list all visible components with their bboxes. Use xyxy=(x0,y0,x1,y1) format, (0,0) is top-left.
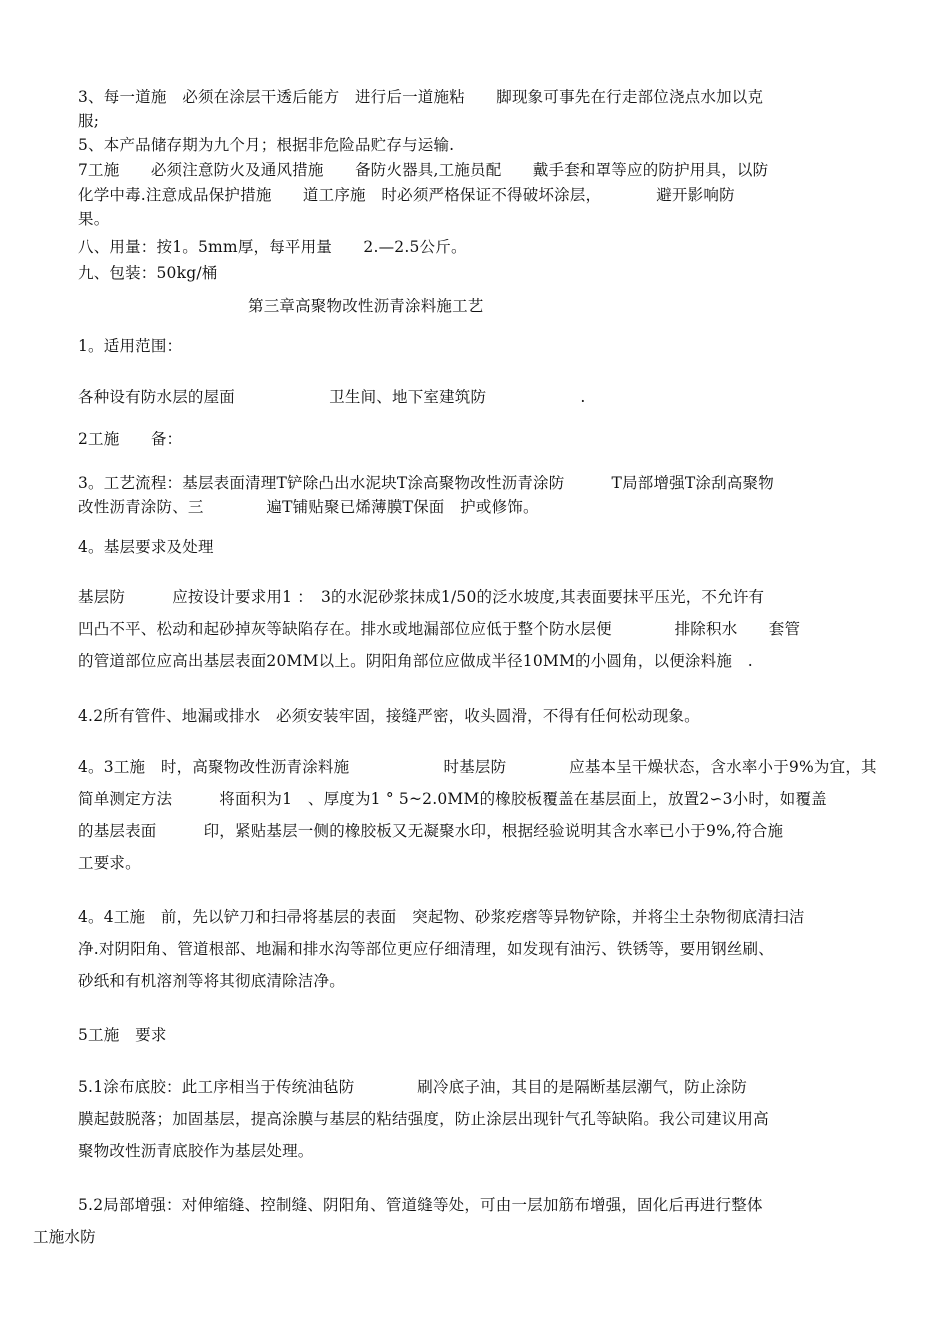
text-line: 聚物改性沥青底胶作为基层处理。 xyxy=(78,1142,314,1160)
text-line: 砂纸和有机溶剂等将其彻底清除洁净。 xyxy=(78,972,345,990)
text-line: 果。 xyxy=(78,210,110,228)
text-line: 2工施 备： xyxy=(78,430,183,448)
text-line: 服; xyxy=(78,112,100,130)
text-line: 4。基层要求及处理 xyxy=(78,538,214,556)
text-line: 净.对阴阳角、管道根部、地漏和排水沟等部位更应仔细清理，如发现有油污、铁锈等，要用钢丝刷、 xyxy=(78,940,774,958)
text-line: 简单测定方法 将面积为1 、厚度为1 ° 5~2.0MM的橡胶板覆盖在基层面上，放置2∽3小时，如覆盖 xyxy=(78,790,827,808)
text-line: 凹凸不平、松动和起砂掉灰等缺陷存在。排水或地漏部位应低于整个防水层便 排除积水 套管 xyxy=(78,620,801,638)
text-line: 3。工艺流程：基层表面清理T铲除凸出水泥块T涂高聚物改性沥青涂防 T局部增强T涂刮高聚物 xyxy=(78,474,774,492)
text-line: 化学中毒.注意成品保护措施 道工序施 时必须严格保证不得破坏涂层， 避开影响防 xyxy=(78,186,735,204)
text-line: 工施水防 xyxy=(33,1228,96,1246)
text-line: 改性沥青涂防、三 遍T铺贴聚已烯薄膜T保面 护或修饰。 xyxy=(78,498,539,516)
text-line: 7工施 必须注意防火及通风措施 备防火器具,工施员配 戴手套和罩等应的防护用具，以防 xyxy=(78,161,769,179)
text-line: 4。4工施 前，先以铲刀和扫帚将基层的表面 突起物、砂浆疙瘩等异物铲除，并将尘土杂物彻底清扫洁 xyxy=(78,908,805,926)
text-line: 5.1涂布底胶：此工序相当于传统油毡防 刷冷底子油，其目的是隔断基层潮气，防止涂防 xyxy=(78,1078,747,1096)
text-line: 的基层表面 印，紧贴基层一侧的橡胶板又无凝聚水印，根据经验说明其含水率已小于9%,符合施 xyxy=(78,822,784,840)
text-line: 5.2局部增强：对伸缩缝、控制缝、阴阳角、管道缝等处，可由一层加筋布增强，固化后再进行整体 xyxy=(78,1196,763,1214)
text-line: 1。适用范围： xyxy=(78,337,183,355)
text-line: 基层防 应按设计要求用1 ： 3的水泥砂浆抹成1/50的泛水坡度,其表面要抹平压光，不允许有 xyxy=(78,588,765,606)
section-heading: 5工施 要求 xyxy=(78,1026,167,1044)
text-line: 膜起鼓脱落；加固基层，提高涂膜与基层的粘结强度，防止涂层出现针气孔等缺陷。我公司建议用高 xyxy=(78,1110,769,1128)
text-line: 3、每一道施 必须在涂层干透后能方 进行后一道施粘 脚现象可事先在行走部位浇点水加以克 xyxy=(78,88,764,106)
text-line: 九、包装：50kg/桶 xyxy=(78,264,218,282)
text-line: 4。3工施 时，高聚物改性沥青涂料施 时基层防 应基本呈干燥状态，含水率小于9%为宜，其 xyxy=(78,758,877,776)
text-line: 4.2所有管件、地漏或排水 必须安装牢固，接缝严密，收头圆滑，不得有任何松动现象。 xyxy=(78,707,700,725)
text-line: 工要求。 xyxy=(78,854,141,872)
chapter-heading: 第三章高聚物改性沥青涂料施工艺 xyxy=(248,297,484,315)
text-line: 各种设有防水层的屋面 卫生间、地下室建筑防 . xyxy=(78,388,586,406)
text-line: 八、用量：按1。5mm厚，每平用量 2.—2.5公斤。 xyxy=(78,238,467,256)
text-line: 5、本产品储存期为九个月；根据非危险品贮存与运输. xyxy=(78,136,455,154)
text-line: 的管道部位应高出基层表面20MM以上。阴阳角部位应做成半径10MM的小圆角，以便涂料施 . xyxy=(78,652,753,670)
